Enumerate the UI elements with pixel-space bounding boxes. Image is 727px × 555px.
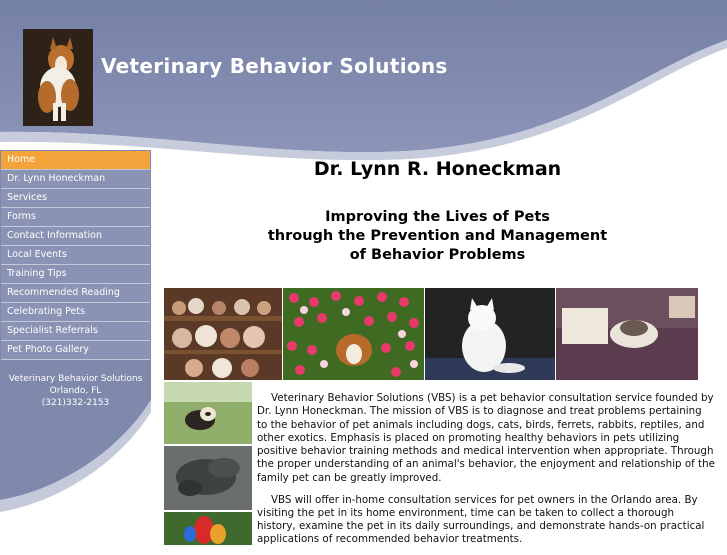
side-photo-column [164, 382, 252, 545]
tagline-line: of Behavior Problems [349, 247, 526, 263]
iguana-photo [164, 446, 252, 510]
nav-item-services[interactable]: Services [1, 189, 150, 208]
site-title: Veterinary Behavior Solutions [101, 54, 448, 78]
white-cat-photo [425, 288, 555, 380]
sheltie-dog-logo[interactable] [23, 29, 93, 126]
dog-portrait-image [23, 29, 93, 126]
nav-item-local-events[interactable]: Local Events [1, 246, 150, 265]
sidebar-contact [0, 373, 151, 409]
cat-in-bed-photo [556, 288, 698, 380]
nav-item-pet-photo-gallery[interactable]: Pet Photo Gallery [1, 341, 150, 360]
stuffed-animals-photo [164, 288, 282, 380]
ferret-photo [164, 382, 252, 444]
nav-item-forms[interactable]: Forms [1, 208, 150, 227]
header-wave-background [0, 0, 727, 160]
nav-item-recommended-reading[interactable]: Recommended Reading [1, 284, 150, 303]
page-title: Dr. Lynn R. Honeckman [313, 158, 562, 180]
tagline [165, 208, 710, 265]
nav-item-contact-information[interactable]: Contact Information [1, 227, 150, 246]
nav-item-celebrating-pets[interactable]: Celebrating Pets [1, 303, 150, 322]
contact-name: Veterinary Behavior Solutions [8, 374, 143, 384]
sidebar [0, 150, 151, 545]
site-header [0, 0, 727, 160]
sidebar-nav [1, 151, 150, 360]
tulips-dog-photo [283, 288, 424, 380]
contact-city: Orlando, FL [49, 386, 102, 396]
intro-text [257, 392, 715, 555]
tagline-line: through the Prevention and Management [267, 228, 608, 244]
nav-item-specialist-referrals[interactable]: Specialist Referrals [1, 322, 150, 341]
pet-photo-strip [164, 288, 698, 380]
nav-item-dr-lynn-honeckman[interactable]: Dr. Lynn Honeckman [1, 170, 150, 189]
nav-item-home[interactable]: Home [1, 151, 150, 170]
parrot-photo [164, 512, 252, 545]
contact-phone: (321)332-2153 [41, 398, 110, 408]
services-paragraph: VBS will offer in-home consultation services for pet owners in the Orlando area. By visiting the pet in its home environment, time can be taken to collect a thorough history, examine the pet in its daily surroundings, and demonstrate hands-on practical applications of recommended behavior treatments. [257, 493, 705, 546]
intro-paragraph: Veterinary Behavior Solutions (VBS) is a pet behavior consultation service founded by Dr. Lynn Honeckman. The mission of VBS is to diagnose and treat problems pertaining to the behavior of pet animals including dogs, cats, birds, ferrets, rabbits, reptiles, and other exotics. Emphasis is placed on promoting healthy behaviors in pets utilizing positive behavior training methods and medical intervention when appropriate. Through the proper understanding of an animal's behavior, the enjoyment and relationship of the family pet can be greatly improved. [257, 392, 715, 484]
nav-item-training-tips[interactable]: Training Tips [1, 265, 150, 284]
tagline-line: Improving the Lives of Pets [325, 209, 550, 225]
